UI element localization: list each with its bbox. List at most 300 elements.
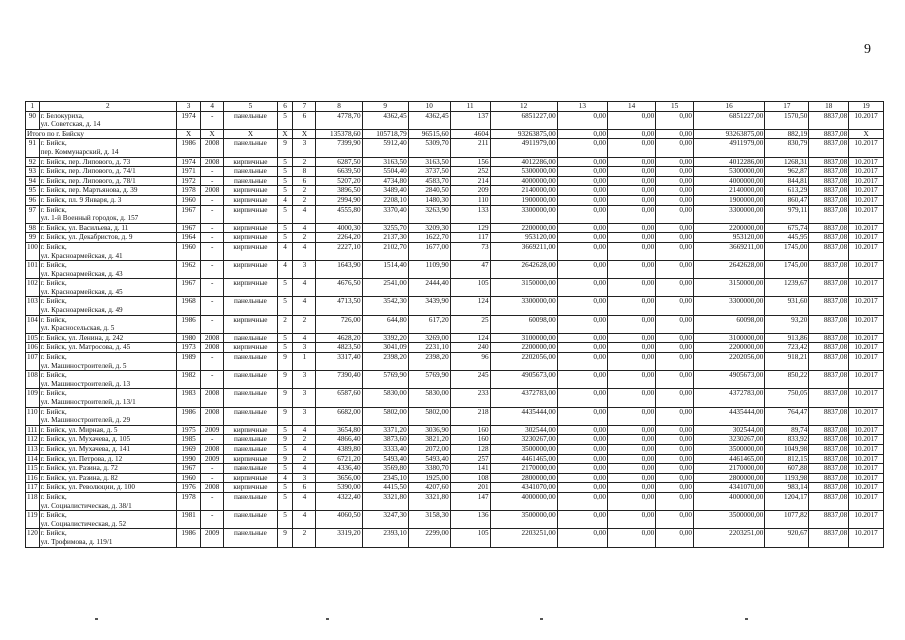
table-cell: 2008	[201, 407, 224, 425]
table-cell: кирпичные	[224, 242, 277, 260]
table-cell: 4	[293, 444, 316, 454]
table-cell: 8837,08	[809, 407, 849, 425]
table-cell: 1745,00	[765, 242, 809, 260]
table-cell: 0,00	[656, 407, 694, 425]
table-cell: кирпичные	[224, 157, 277, 167]
table-cell: 0,00	[557, 242, 607, 260]
table-cell: 0,00	[608, 157, 656, 167]
table-cell: 0,00	[656, 464, 694, 474]
table-cell: 1	[293, 353, 316, 371]
table-cell: 3	[293, 407, 316, 425]
table-cell: 5309,70	[408, 139, 450, 157]
table-cell: 3654,80	[316, 425, 362, 435]
table-cell: 1077,82	[765, 511, 809, 529]
table-cell: 0,00	[656, 435, 694, 445]
table-cell: 6682,00	[316, 407, 362, 425]
column-number-cell: 5	[224, 102, 277, 112]
table-cell: 2	[293, 529, 316, 547]
table-cell: 91	[26, 139, 40, 157]
table-cell: панельные	[224, 111, 277, 129]
table-cell: 135378,60	[316, 129, 362, 139]
table-cell: 3	[293, 343, 316, 353]
table-cell: 0,00	[656, 195, 694, 205]
table-cell: 10.2017	[849, 157, 884, 167]
table-row	[26, 353, 884, 371]
table-cell: 0,00	[557, 139, 607, 157]
table-cell: 5493,40	[408, 454, 450, 464]
table-cell: 6587,60	[316, 389, 362, 407]
table-cell: 4389,80	[316, 444, 362, 454]
table-cell: 4012286,00	[490, 157, 557, 167]
table-cell: 2642628,00	[693, 261, 764, 279]
table-cell: 8837,08	[809, 483, 849, 493]
table-cell: 137	[450, 111, 490, 129]
table-cell: 108	[26, 371, 40, 389]
table-cell: 2800000,00	[490, 473, 557, 483]
table-cell: 5	[277, 425, 293, 435]
table-cell: 10.2017	[849, 279, 884, 297]
table-cell: 10.2017	[849, 139, 884, 157]
table-cell: 4	[277, 242, 293, 260]
table-cell: 3300000,00	[693, 205, 764, 223]
table-cell: 124	[450, 333, 490, 343]
table-cell: 8837,08	[809, 233, 849, 243]
table-cell: 0,00	[608, 353, 656, 371]
table-cell: 302544,00	[490, 425, 557, 435]
table-cell: 4012286,00	[693, 157, 764, 167]
table-cell: Х	[201, 129, 224, 139]
table-cell: 5802,00	[362, 407, 408, 425]
table-cell: 0,00	[608, 444, 656, 454]
table-cell: 0,00	[656, 389, 694, 407]
table-cell: 4713,50	[316, 297, 362, 315]
table-cell: 47	[450, 261, 490, 279]
table-cell: 2102,70	[362, 242, 408, 260]
table-cell: панельные	[224, 511, 277, 529]
table-cell: 4000000,00	[693, 492, 764, 510]
table-cell: 6	[293, 111, 316, 129]
table-cell: 1962	[177, 261, 201, 279]
table-cell: 5	[277, 464, 293, 474]
table-cell: 4676,50	[316, 279, 362, 297]
table-cell: 8837,08	[809, 129, 849, 139]
table-cell: 0,00	[608, 261, 656, 279]
table-row	[26, 425, 884, 435]
table-cell: 2009	[201, 425, 224, 435]
table-cell: 2140000,00	[693, 186, 764, 196]
table-cell: 105718,79	[362, 129, 408, 139]
table-cell: 114	[27, 454, 38, 463]
table-cell: 0,00	[608, 333, 656, 343]
table-cell: 5830,00	[362, 389, 408, 407]
table-cell: 3150000,00	[490, 279, 557, 297]
table-cell: кирпичные	[224, 233, 277, 243]
table-cell: 913,86	[765, 333, 809, 343]
table-cell: 3569,80	[362, 464, 408, 474]
table-cell: 0,00	[656, 483, 694, 493]
scan-artifacts	[0, 618, 905, 628]
table-row	[26, 157, 884, 167]
table-cell: 1622,70	[408, 233, 450, 243]
table-cell: 9	[277, 435, 293, 445]
table-cell: -	[201, 464, 224, 474]
table-cell: 214	[450, 176, 490, 186]
table-cell: 3230267,00	[490, 435, 557, 445]
table-cell: 0,00	[557, 353, 607, 371]
table-cell: 0,00	[608, 473, 656, 483]
table-cell: -	[201, 167, 224, 177]
table-cell: панельные	[224, 139, 277, 157]
table-cell: 0,00	[608, 242, 656, 260]
table-cell: 0,00	[608, 186, 656, 196]
table-cell: 1985	[177, 435, 201, 445]
table-cell: 97	[26, 205, 40, 223]
table-cell: 147	[450, 492, 490, 510]
table-cell: 4322,40	[316, 492, 362, 510]
table-cell: 8837,08	[809, 511, 849, 529]
table-cell: 0,00	[557, 435, 607, 445]
table-cell: 105	[450, 529, 490, 547]
table-cell: 750,05	[765, 389, 809, 407]
table-cell: 4	[293, 297, 316, 315]
table-cell: -	[201, 297, 224, 315]
table-cell: 8837,08	[809, 176, 849, 186]
table-cell: 931,60	[765, 297, 809, 315]
table-cell: 2393,10	[362, 529, 408, 547]
column-number-cell: 17	[765, 102, 809, 112]
table-cell: 4	[293, 223, 316, 233]
table-cell: 2200000,00	[693, 223, 764, 233]
table-row	[26, 343, 884, 353]
table-cell: 0,00	[608, 454, 656, 464]
table-cell: -	[201, 261, 224, 279]
table-cell: 1239,67	[765, 279, 809, 297]
table-cell: 95	[26, 186, 40, 196]
table-cell: 7390,40	[316, 371, 362, 389]
table-cell: 5390,00	[316, 483, 362, 493]
table-cell: 233	[450, 389, 490, 407]
table-cell: 10.2017	[849, 492, 884, 510]
table-cell: 1986	[177, 315, 201, 333]
table-cell: 133	[450, 205, 490, 223]
table-cell: 2203251,00	[490, 529, 557, 547]
table-cell: 9	[277, 389, 293, 407]
table-cell: 160	[450, 435, 490, 445]
table-cell: 0,00	[557, 371, 607, 389]
table-cell: 983,14	[765, 483, 809, 493]
table-cell: 5	[277, 492, 293, 510]
table-cell: 2008	[201, 157, 224, 167]
table-cell: 0,00	[656, 492, 694, 510]
table-cell: 979,11	[765, 205, 809, 223]
table-cell: 2840,50	[408, 186, 450, 196]
table-cell: 6	[293, 483, 316, 493]
table-cell: 4372783,00	[490, 389, 557, 407]
table-cell: 3041,09	[362, 343, 408, 353]
table-cell: 3163,50	[408, 157, 450, 167]
table-cell: 5	[277, 279, 293, 297]
address-cell: г. Бийск, ул. Машиностроителей, д. 13	[39, 371, 176, 389]
table-cell: 1570,50	[765, 111, 809, 129]
table-cell: панельные	[224, 529, 277, 547]
table-cell: 0,00	[608, 407, 656, 425]
table-cell: 5	[277, 176, 293, 186]
table-cell: 102	[26, 279, 40, 297]
table-cell: 4	[293, 279, 316, 297]
table-cell: 10.2017	[849, 454, 884, 464]
table-cell: панельные	[224, 371, 277, 389]
table-cell: 118	[26, 492, 40, 510]
table-cell: 3263,90	[408, 205, 450, 223]
table-cell: 1973	[177, 343, 201, 353]
table-cell: кирпичные	[224, 425, 277, 435]
table-cell: -	[201, 242, 224, 260]
table-cell: 3333,40	[362, 444, 408, 454]
table-cell: 0,00	[557, 157, 607, 167]
table-cell: 0,00	[608, 279, 656, 297]
table-cell: 9	[277, 407, 293, 425]
table-cell: 8837,08	[809, 315, 849, 333]
table-cell: 764,47	[765, 407, 809, 425]
table-cell: 4778,70	[316, 111, 362, 129]
table-cell: 2444,40	[408, 279, 450, 297]
column-number-cell: 8	[316, 102, 362, 112]
table-cell: панельные	[224, 167, 277, 177]
table-cell: кирпичные	[224, 454, 277, 464]
table-cell: 0,00	[557, 389, 607, 407]
column-number-row	[26, 102, 884, 112]
address-cell: г. Бийск, ул. Красносельская, д. 5	[39, 315, 176, 333]
table-cell: 209	[450, 186, 490, 196]
table-cell: 109	[26, 389, 40, 407]
table-cell: 0,00	[557, 233, 607, 243]
table-cell: 111	[27, 425, 38, 434]
table-cell: -	[201, 176, 224, 186]
column-number-cell: 9	[362, 102, 408, 112]
table-cell: 2	[293, 195, 316, 205]
table-cell: 2202056,00	[490, 353, 557, 371]
table-cell: 8837,08	[809, 444, 849, 454]
address-cell: г. Бийск, ул. Красноармейская, д. 45	[39, 279, 176, 297]
table-cell: кирпичные	[224, 261, 277, 279]
table-cell: 6851227,00	[490, 111, 557, 129]
table-cell: 5493,40	[362, 454, 408, 464]
table-cell: 0,00	[656, 261, 694, 279]
table-cell: -	[201, 195, 224, 205]
table-cell: 4	[293, 425, 316, 435]
table-cell: 4911979,00	[693, 139, 764, 157]
table-cell: 962,87	[765, 167, 809, 177]
table-cell: 675,74	[765, 223, 809, 233]
table-cell: 60098,00	[693, 315, 764, 333]
table-cell: 2008	[201, 333, 224, 343]
table-cell: 1745,00	[765, 261, 809, 279]
address-cell: г. Бийск, ул. Петрова, д. 12	[39, 454, 176, 464]
table-body	[26, 102, 884, 548]
table-cell: 10.2017	[849, 261, 884, 279]
table-cell: 8837,08	[809, 425, 849, 435]
table-cell: 4000000,00	[490, 176, 557, 186]
table-cell: 211	[450, 139, 490, 157]
table-cell: 4372783,00	[693, 389, 764, 407]
table-cell: 8837,08	[809, 473, 849, 483]
table-cell: 93263875,00	[490, 129, 557, 139]
table-cell: 0,00	[608, 139, 656, 157]
table-cell: 844,81	[765, 176, 809, 186]
table-cell: 3209,30	[408, 223, 450, 233]
table-cell: 10.2017	[849, 195, 884, 205]
table-cell: 0,00	[557, 195, 607, 205]
table-cell: 0,00	[557, 315, 607, 333]
table-cell: 0,00	[608, 435, 656, 445]
table-cell: 1974	[177, 111, 201, 129]
table-cell: 0,00	[557, 333, 607, 343]
address-cell: г. Бийск, ул. Васильева, д. 11	[39, 223, 176, 233]
address-cell: г. Бийск, ул. Матросова, д. 45	[39, 343, 176, 353]
table-cell: 2	[293, 186, 316, 196]
table-cell: панельные	[224, 353, 277, 371]
table-cell: 2800000,00	[693, 473, 764, 483]
table-cell: 5	[277, 111, 293, 129]
table-cell: -	[201, 511, 224, 529]
table-cell: 4415,50	[362, 483, 408, 493]
table-cell: 240	[450, 343, 490, 353]
table-cell: 4911979,00	[490, 139, 557, 157]
table-cell: 3100000,00	[490, 333, 557, 343]
table-cell: 5912,40	[362, 139, 408, 157]
table-cell: 10.2017	[849, 167, 884, 177]
table-row	[26, 492, 884, 510]
table-row	[26, 297, 884, 315]
table-cell: 3255,70	[362, 223, 408, 233]
table-row	[26, 195, 884, 205]
column-number-cell: 10	[408, 102, 450, 112]
table-cell: 1978	[177, 186, 201, 196]
table-cell: 119	[26, 511, 40, 529]
table-cell: 10.2017	[849, 425, 884, 435]
table-cell: 2137,30	[362, 233, 408, 243]
table-cell: 99	[26, 233, 40, 243]
table-cell: 302544,00	[693, 425, 764, 435]
table-cell: 0,00	[608, 315, 656, 333]
address-cell: г. Бийск, ул. Машиностроителей, д. 29	[39, 407, 176, 425]
table-cell: 3158,30	[408, 511, 450, 529]
table-cell: 10.2017	[849, 371, 884, 389]
table-cell: 136	[450, 511, 490, 529]
table-cell: 0,00	[557, 297, 607, 315]
table-cell: 0,00	[608, 195, 656, 205]
table-cell: 3392,20	[362, 333, 408, 343]
table-row	[26, 242, 884, 260]
table-cell: 4555,80	[316, 205, 362, 223]
table-cell: 1975	[177, 425, 201, 435]
address-cell: г. Бийск, пл. 9 Января, д. 3	[39, 195, 176, 205]
table-row	[26, 407, 884, 425]
table-cell: 10.2017	[849, 473, 884, 483]
table-cell: 1900000,00	[490, 195, 557, 205]
table-cell: 4	[293, 333, 316, 343]
table-cell: 3300000,00	[693, 297, 764, 315]
table-cell: 1968	[177, 297, 201, 315]
table-cell: 0,00	[557, 444, 607, 454]
address-cell: г. Бийск, ул. Красноармейская, д. 41	[39, 242, 176, 260]
table-row	[26, 473, 884, 483]
table-row	[26, 454, 884, 464]
table-cell: 10.2017	[849, 205, 884, 223]
table-cell: 3300000,00	[490, 297, 557, 315]
table-cell: 120	[26, 529, 40, 547]
table-cell: -	[201, 233, 224, 243]
table-cell: 3542,30	[362, 297, 408, 315]
table-cell: 1480,30	[408, 195, 450, 205]
table-cell: 8837,08	[809, 297, 849, 315]
table-cell: 101	[26, 261, 40, 279]
table-cell: 0,00	[557, 261, 607, 279]
table-cell: 3319,20	[316, 529, 362, 547]
table-cell: 2231,10	[408, 343, 450, 353]
table-cell: 1971	[177, 167, 201, 177]
table-cell: 5802,00	[408, 407, 450, 425]
table-cell: 3230267,00	[693, 435, 764, 445]
table-cell: 3500000,00	[490, 444, 557, 454]
table-cell: 1986	[177, 407, 201, 425]
table-cell: 8837,08	[809, 195, 849, 205]
table-cell: 8837,08	[809, 492, 849, 510]
table-cell: 0,00	[656, 205, 694, 223]
address-cell: г. Бийск, ул. Ленина, д. 242	[39, 333, 176, 343]
table-cell: 2398,20	[362, 353, 408, 371]
column-number-cell: 16	[693, 102, 764, 112]
table-cell: 0,00	[656, 233, 694, 243]
table-cell: 1972	[177, 176, 201, 186]
table-cell: 8837,08	[809, 139, 849, 157]
table-cell: 1643,90	[316, 261, 362, 279]
table-cell: 5	[277, 205, 293, 223]
table-cell: 1925,00	[408, 473, 450, 483]
table-cell: 3247,30	[362, 511, 408, 529]
column-number-cell: 6	[277, 102, 293, 112]
table-cell: 10.2017	[849, 407, 884, 425]
table-cell: 812,15	[765, 454, 809, 464]
table-cell: 4	[277, 261, 293, 279]
table-cell: 0,00	[608, 511, 656, 529]
table-cell: 93263875,00	[693, 129, 764, 139]
table-cell: 0,00	[656, 444, 694, 454]
table-cell: 160	[450, 425, 490, 435]
table-cell: 4341070,00	[693, 483, 764, 493]
table-cell: 1268,31	[765, 157, 809, 167]
table-cell: 0,00	[557, 492, 607, 510]
table-cell: 0,00	[557, 129, 607, 139]
table-cell: 245	[450, 371, 490, 389]
table-cell: 117	[27, 483, 38, 492]
table-cell: 10.2017	[849, 223, 884, 233]
table-cell: 8837,08	[809, 157, 849, 167]
table-cell: 0,00	[608, 371, 656, 389]
table-cell: 0,00	[656, 473, 694, 483]
table-cell: 3	[293, 389, 316, 407]
table-cell: 5	[277, 333, 293, 343]
table-cell: 73	[450, 242, 490, 260]
table-cell: 3500000,00	[693, 511, 764, 529]
table-cell: 106	[27, 343, 38, 352]
table-cell: 7399,90	[316, 139, 362, 157]
table-cell: 4207,60	[408, 483, 450, 493]
table-cell: 108	[450, 473, 490, 483]
table-cell: 0,00	[557, 279, 607, 297]
table-row	[26, 223, 884, 233]
table-cell: 5504,40	[362, 167, 408, 177]
